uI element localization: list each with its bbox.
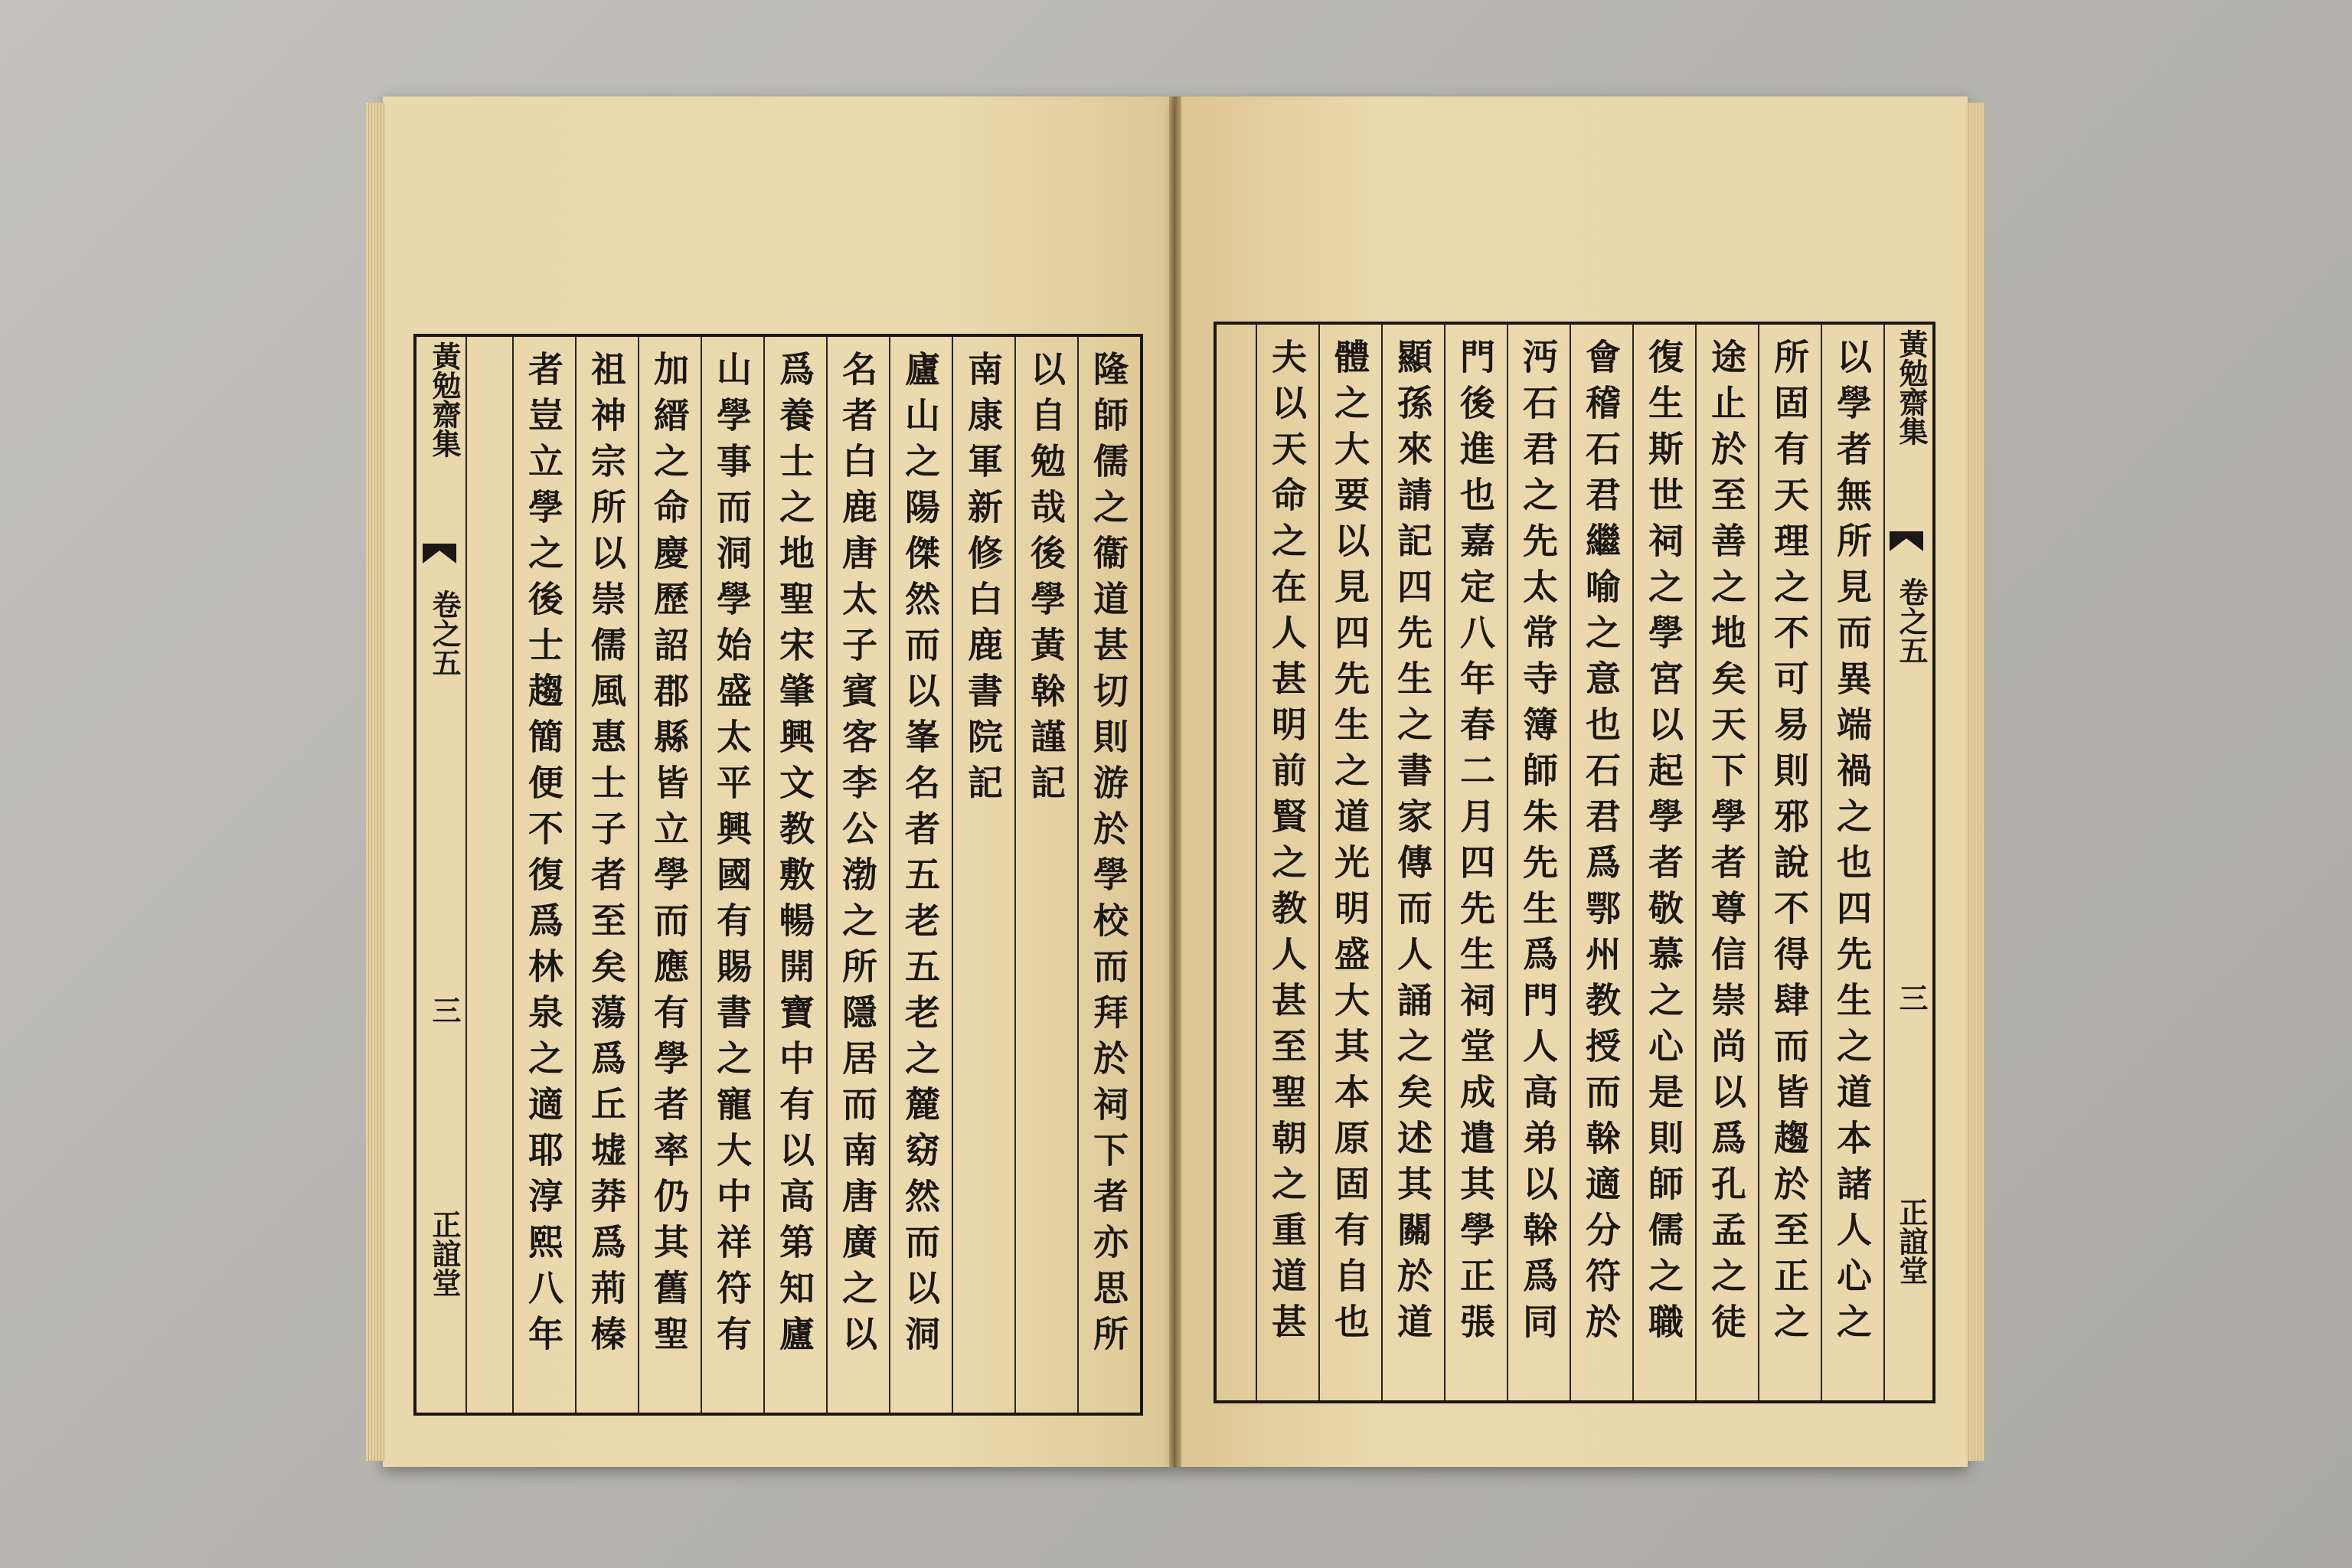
column-rule bbox=[1077, 337, 1079, 1413]
column-text: 者豈立學之後士趨簡便不復爲林泉之適耶淳熙八年 bbox=[523, 351, 564, 1361]
column-text: 隆師儒之衞道甚切則游於學校而拜於祠下者亦思所 bbox=[1088, 351, 1129, 1361]
column-text: 以學者無所見而異端禍之也四先生之道本諸人心之 bbox=[1831, 338, 1873, 1349]
column-rule bbox=[638, 337, 639, 1413]
text-column bbox=[833, 351, 882, 1413]
column-text: 沔石君之先太常寺簿師朱先生爲門人高弟以榦爲同 bbox=[1517, 338, 1559, 1349]
band-folio: 三 bbox=[427, 995, 462, 1024]
column-rule bbox=[1444, 325, 1446, 1400]
book-gutter bbox=[1169, 96, 1181, 1467]
column-text: 顯孫來請記四先生之書家傳而人誦之矣述其關於道 bbox=[1392, 338, 1433, 1349]
column-text: 加縉之命慶歷詔郡縣皆立學而應有學者率仍其舊聖 bbox=[648, 351, 690, 1361]
column-rule bbox=[1014, 337, 1016, 1413]
column-text: 門後進也嘉定八年春二月四先生祠堂成遣其學正張 bbox=[1455, 338, 1496, 1349]
band-title: 黃勉齋集 bbox=[427, 341, 462, 458]
text-column bbox=[645, 351, 694, 1413]
column-rule bbox=[1381, 325, 1383, 1400]
column-text: 祖神宗所以崇儒風惠士子者至矣蕩爲丘墟莽爲荊榛 bbox=[586, 351, 627, 1361]
column-text: 廬山之陽傑然而以峯名者五老五老之麓窈然而以洞 bbox=[900, 351, 941, 1361]
column-rule bbox=[512, 337, 514, 1413]
text-column bbox=[1021, 351, 1070, 1413]
column-rule bbox=[701, 337, 702, 1413]
margin-band bbox=[1883, 325, 1929, 1400]
column-text: 體之大要以見四先生之道光明盛大其本原固有自也 bbox=[1329, 338, 1370, 1349]
column-rule bbox=[1758, 325, 1759, 1400]
text-column bbox=[896, 351, 945, 1413]
column-rule bbox=[826, 337, 828, 1413]
band-folio: 三 bbox=[1894, 983, 1929, 1012]
text-column bbox=[770, 351, 819, 1413]
column-text: 復生斯世祠之學宮以起學者敬慕之心是則師儒之職 bbox=[1643, 338, 1684, 1349]
right-text-frame bbox=[1214, 322, 1936, 1403]
text-column bbox=[707, 351, 756, 1413]
band-rule bbox=[1883, 325, 1885, 1400]
band-volume: 卷之五 bbox=[1894, 577, 1929, 665]
text-column bbox=[1263, 338, 1312, 1400]
column-text: 爲養士之地聖宋肇興文教敷暢開寶中有以高第知廬 bbox=[774, 351, 815, 1361]
column-rule bbox=[1695, 325, 1697, 1400]
column-text: 途止於至善之地矣天下學者尊信崇尚以爲孔孟之徒 bbox=[1706, 338, 1747, 1349]
column-text: 山學事而洞學始盛太平興國有賜書之寵大中祥符有 bbox=[711, 351, 753, 1361]
text-column bbox=[1084, 351, 1133, 1413]
left-text-frame bbox=[413, 334, 1143, 1416]
column-rule bbox=[763, 337, 765, 1413]
column-rule bbox=[1318, 325, 1320, 1400]
column-rule bbox=[889, 337, 890, 1413]
column-rule bbox=[575, 337, 577, 1413]
text-column bbox=[959, 351, 1008, 1413]
text-column bbox=[1828, 338, 1877, 1400]
column-rule bbox=[1821, 325, 1822, 1400]
text-column bbox=[1639, 338, 1688, 1400]
right-page-edge bbox=[1966, 103, 1984, 1461]
fish-tail-mark bbox=[423, 544, 456, 564]
band-studio: 正誼堂 bbox=[1894, 1197, 1929, 1285]
fish-tail-mark bbox=[1890, 531, 1923, 551]
text-column bbox=[582, 351, 631, 1413]
text-column bbox=[1576, 338, 1625, 1400]
left-page-edge bbox=[366, 103, 384, 1461]
column-rule bbox=[1632, 325, 1634, 1400]
column-text: 以自勉哉後學黃榦謹記 bbox=[1025, 351, 1067, 810]
band-volume: 卷之五 bbox=[427, 590, 462, 677]
text-column bbox=[1514, 338, 1563, 1400]
column-text: 夫以天命之在人甚明前賢之教人甚至聖朝之重道甚 bbox=[1266, 338, 1308, 1349]
open-book bbox=[383, 84, 1968, 1478]
column-rule bbox=[952, 337, 953, 1413]
text-column bbox=[1388, 338, 1437, 1400]
column-text: 所固有天理之不可易則邪說不得肆而皆趨於至正之 bbox=[1769, 338, 1810, 1349]
column-rule bbox=[1256, 325, 1257, 1400]
text-column bbox=[519, 351, 568, 1413]
text-column bbox=[1325, 338, 1374, 1400]
left-page bbox=[383, 96, 1175, 1467]
text-column bbox=[1702, 338, 1751, 1400]
column-rule bbox=[1507, 325, 1508, 1400]
column-text: 名者白鹿唐太子賓客李公渤之所隱居而南唐廣之以 bbox=[837, 351, 878, 1361]
column-rule bbox=[1570, 325, 1571, 1400]
band-studio: 正誼堂 bbox=[427, 1210, 462, 1297]
margin-band bbox=[416, 337, 462, 1413]
text-column bbox=[1451, 338, 1500, 1400]
column-text: 南康軍新修白鹿書院記 bbox=[962, 351, 1004, 810]
column-text: 會稽石君繼喻之意也石君爲鄂州教授而榦適分符於 bbox=[1580, 338, 1622, 1349]
text-column bbox=[1765, 338, 1814, 1400]
band-rule bbox=[466, 337, 467, 1413]
band-title: 黃勉齋集 bbox=[1894, 329, 1929, 446]
